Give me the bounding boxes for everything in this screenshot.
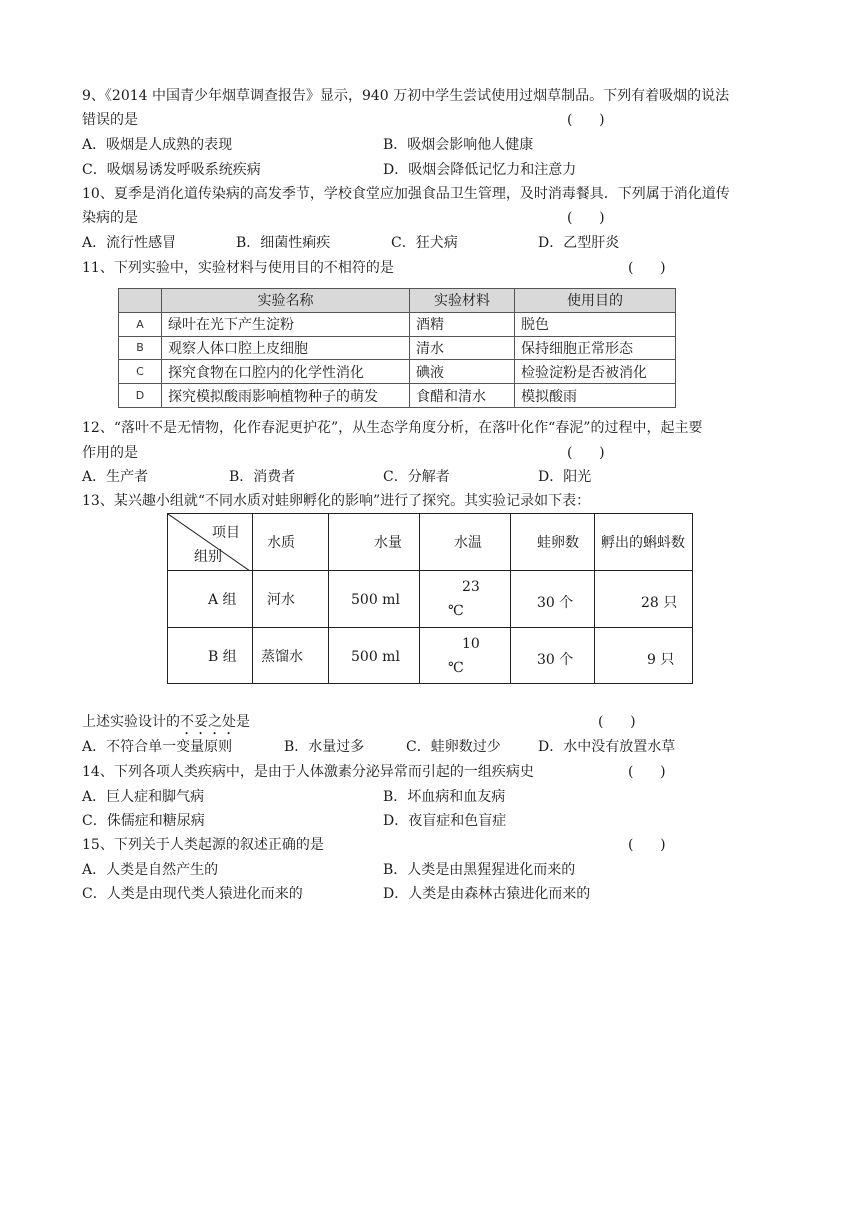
q12-option-b: B．消费者 bbox=[229, 469, 296, 485]
table-row bbox=[119, 384, 676, 408]
q14-option-d: D．夜盲症和色盲症 bbox=[383, 813, 507, 829]
q13-answer-blank: ( ) bbox=[598, 714, 636, 730]
q14-option-b: B．坏血病和血友病 bbox=[383, 789, 506, 805]
q11-answer-blank: ( ) bbox=[628, 260, 666, 276]
table-header-cell: 蛙卵数 bbox=[511, 514, 595, 571]
q9-option-c: C．吸烟易诱发呼吸系统疾病 bbox=[82, 162, 261, 178]
table-cell: 观察人体口腔上皮细胞 bbox=[162, 336, 410, 360]
table-cell: 脱色 bbox=[515, 312, 676, 336]
table-cell: 28 只 bbox=[595, 571, 693, 628]
table-header-cell: 孵出的蝌蚪数 bbox=[595, 514, 693, 571]
table-header-cell: 水质 bbox=[253, 514, 329, 571]
q11-stem: 11、下列实验中，实验材料与使用目的不相符的是 bbox=[82, 260, 394, 276]
table-cell: 500 ml bbox=[329, 571, 420, 628]
q9-option-d: D．吸烟会降低记忆力和注意力 bbox=[383, 162, 577, 178]
q13-stem-post: 是 bbox=[236, 714, 250, 730]
table-cell: 30 个 bbox=[511, 571, 595, 628]
table-cell: 碘液 bbox=[410, 360, 515, 384]
q10-option-c: C．狂犬病 bbox=[391, 235, 458, 251]
corner-label-top: 项目 bbox=[212, 525, 240, 541]
table-cell: 30 个 bbox=[511, 628, 595, 684]
table-header-cell: 实验名称 bbox=[162, 289, 410, 313]
table-cell: 23 ℃ bbox=[420, 571, 511, 628]
row-label: C bbox=[119, 360, 162, 384]
q15-option-a: A．人类是自然产生的 bbox=[82, 862, 219, 878]
table-cell: 探究模拟酸雨影响植物种子的萌发 bbox=[162, 384, 410, 408]
q12-option-a: A．生产者 bbox=[82, 469, 149, 485]
q10-answer-blank: ( ) bbox=[567, 210, 605, 226]
q11-table bbox=[118, 288, 676, 408]
q13-stem-pre: 上述实验设计的 bbox=[82, 714, 180, 730]
corner-label-bottom: 组别 bbox=[194, 549, 222, 565]
table-cell: 500 ml bbox=[329, 628, 420, 684]
q13-option-b: B．水量过多 bbox=[284, 739, 365, 755]
row-label: A bbox=[119, 312, 162, 336]
table-header-cell: 使用目的 bbox=[515, 289, 676, 313]
table-header-cell: 水温 bbox=[420, 514, 511, 571]
q15-stem: 15、下列关于人类起源的叙述正确的是 bbox=[82, 837, 324, 853]
q9-stem-line1: 9、《2014 中国青少年烟草调查报告》显示，940 万初中学生尝试使用过烟草制品。下列有着吸烟的说法 bbox=[82, 88, 730, 104]
q9-stem-line2: 错误的是 bbox=[82, 112, 138, 128]
q10-option-d: D．乙型肝炎 bbox=[538, 235, 620, 251]
row-label: A 组 bbox=[168, 571, 253, 628]
q13-table bbox=[167, 513, 693, 684]
table-cell: 蒸馏水 bbox=[253, 628, 329, 684]
table-cell: 模拟酸雨 bbox=[515, 384, 676, 408]
table-cell: 酒精 bbox=[410, 312, 515, 336]
table-cell: 9 只 bbox=[595, 628, 693, 684]
q14-option-a: A．巨人症和脚气病 bbox=[82, 789, 205, 805]
q13-question-stem bbox=[82, 712, 250, 738]
q9-option-a: A．吸烟是人成熟的表现 bbox=[82, 137, 233, 153]
q12-answer-blank: ( ) bbox=[567, 445, 605, 461]
q15-option-c: C．人类是由现代类人猿进化而来的 bbox=[82, 886, 303, 902]
table-header-cell: 水量 bbox=[329, 514, 420, 571]
q15-answer-blank: ( ) bbox=[628, 837, 666, 853]
table-cell: 食醋和清水 bbox=[410, 384, 515, 408]
table-cell: 检验淀粉是否被消化 bbox=[515, 360, 676, 384]
q14-stem: 14、下列各项人类疾病中，是由于人体激素分泌异常而引起的一组疾病史 bbox=[82, 764, 534, 780]
table-row bbox=[168, 571, 693, 628]
q9-answer-blank: ( ) bbox=[567, 112, 605, 128]
table-cell: 绿叶在光下产生淀粉 bbox=[162, 312, 410, 336]
table-header-cell bbox=[119, 289, 162, 313]
table-header-cell: 实验材料 bbox=[410, 289, 515, 313]
q9-option-b: B．吸烟会影响他人健康 bbox=[383, 137, 534, 153]
q10-stem-line2: 染病的是 bbox=[82, 210, 138, 226]
row-label: B 组 bbox=[168, 628, 253, 684]
table-header-row bbox=[168, 514, 693, 571]
row-label: D bbox=[119, 384, 162, 408]
q13-option-d: D．水中没有放置水草 bbox=[538, 739, 676, 755]
q12-option-c: C．分解者 bbox=[383, 469, 450, 485]
table-cell: 清水 bbox=[410, 336, 515, 360]
q10-option-b: B．细菌性痢疾 bbox=[236, 235, 331, 251]
q10-option-a: A．流行性感冒 bbox=[82, 235, 177, 251]
table-header-row bbox=[119, 289, 676, 313]
q13-stem: 13、某兴趣小组就“不同水质对蛙卵孵化的影响”进行了探究。其实验记录如下表： bbox=[82, 493, 591, 509]
q13-stem-emphasis: 不妥之处 bbox=[180, 714, 236, 730]
table-cell: 河水 bbox=[253, 571, 329, 628]
table-cell: 10 ℃ bbox=[420, 628, 511, 684]
q14-answer-blank: ( ) bbox=[628, 764, 666, 780]
q14-option-c: C．侏儒症和糖尿病 bbox=[82, 813, 205, 829]
q12-stem-line1: 12、“落叶不是无情物，化作春泥更护花”，从生态学角度分析，在落叶化作“春泥”的过程中，起主要 bbox=[82, 420, 703, 436]
table-row bbox=[119, 312, 676, 336]
table-cell: 探究食物在口腔内的化学性消化 bbox=[162, 360, 410, 384]
q10-stem-line1: 10、夏季是消化道传染病的高发季节，学校食堂应加强食品卫生管理，及时消毒餐具．下列属于消化道传 bbox=[82, 186, 730, 202]
row-label: B bbox=[119, 336, 162, 360]
table-row bbox=[168, 628, 693, 684]
table-row bbox=[119, 336, 676, 360]
table-cell: 保持细胞正常形态 bbox=[515, 336, 676, 360]
corner-header-cell bbox=[168, 514, 253, 571]
q12-stem-line2: 作用的是 bbox=[82, 445, 138, 461]
table-row bbox=[119, 360, 676, 384]
q13-option-a: A．不符合单一变量原则 bbox=[82, 739, 233, 755]
q15-option-d: D．人类是由森林古猿进化而来的 bbox=[383, 886, 591, 902]
q12-option-d: D．阳光 bbox=[538, 469, 592, 485]
q13-option-c: C．蛙卵数过少 bbox=[406, 739, 501, 755]
q15-option-b: B．人类是由黑猩猩进化而来的 bbox=[383, 862, 576, 878]
